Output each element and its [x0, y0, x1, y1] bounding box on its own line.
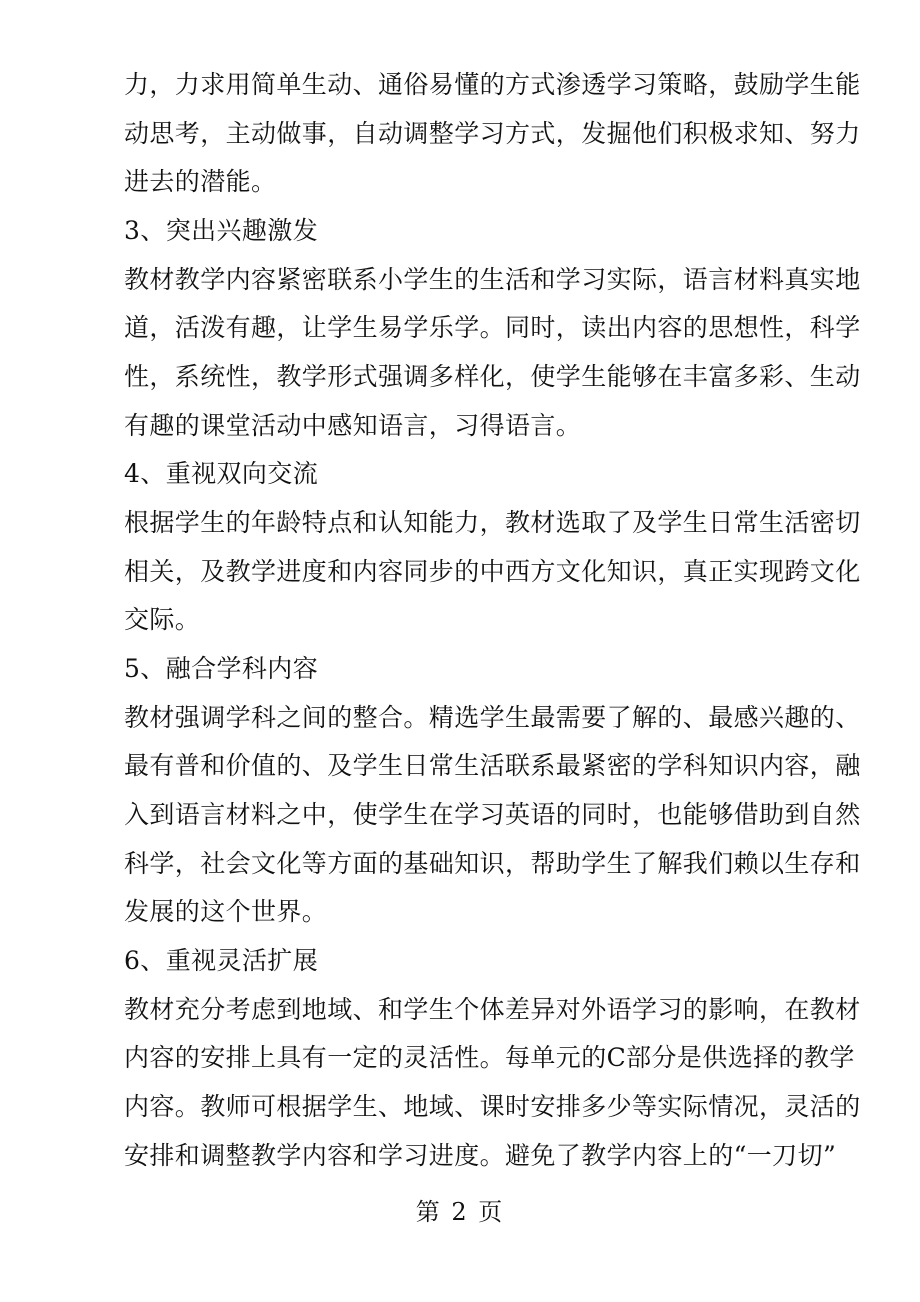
paragraph-line: 内容。教师可根据学生、地域、课时安排多少等实际情况，灵活的 — [124, 1092, 861, 1121]
paragraph-line: 安排和调整教学内容和学习进度。避免了教学内容上的“一刀切” — [124, 1141, 837, 1170]
section-heading-6: 6、重视灵活扩展 — [124, 946, 319, 975]
paragraph-line: 教材强调学科之间的整合。精选学生最需要了解的、最感兴趣的、 — [124, 703, 861, 732]
paragraph-line: 入到语言材料之中，使学生在学习英语的同时，也能够借助到自然 — [124, 800, 861, 829]
paragraph-line: 动思考，主动做事，自动调整学习方式，发掘他们积极求知、努力 — [124, 119, 861, 148]
paragraph-line: 内容的安排上具有一定的灵活性。每单元的C部分是供选择的教学 — [124, 1043, 855, 1072]
paragraph-line: 进去的潜能。 — [124, 167, 277, 196]
section-heading-4: 4、重视双向交流 — [124, 459, 319, 488]
page-number-footer: 第 2 页 — [415, 1198, 505, 1226]
paragraph-line: 相关，及教学进度和内容同步的中西方文化知识，真正实现跨文化 — [124, 557, 861, 586]
paragraph-line: 教材充分考虑到地域、和学生个体差异对外语学习的影响，在教材 — [124, 995, 861, 1024]
paragraph-line: 教材教学内容紧密联系小学生的生活和学习实际，语言材料真实地 — [124, 265, 861, 294]
paragraph-line: 发展的这个世界。 — [124, 897, 328, 926]
paragraph-line: 根据学生的年龄特点和认知能力，教材选取了及学生日常生活密切 — [124, 508, 861, 537]
paragraph-line: 最有普和价值的、及学生日常生活联系最紧密的学科知识内容，融 — [124, 751, 861, 780]
paragraph-line: 交际。 — [124, 605, 201, 634]
paragraph-line: 性，系统性，教学形式强调多样化，使学生能够在丰富多彩、生动 — [124, 362, 861, 391]
section-heading-5: 5、融合学科内容 — [124, 654, 319, 683]
section-heading-3: 3、突出兴趣激发 — [124, 216, 319, 245]
paragraph-line: 力，力求用简单生动、通俗易懂的方式渗透学习策略，鼓励学生能 — [124, 70, 861, 99]
paragraph-line: 有趣的课堂活动中感知语言，习得语言。 — [124, 411, 582, 440]
paragraph-line: 道，活泼有趣，让学生易学乐学。同时，读出内容的思想性，科学 — [124, 313, 861, 342]
paragraph-line: 科学，社会文化等方面的基础知识，帮助学生了解我们赖以生存和 — [124, 849, 861, 878]
